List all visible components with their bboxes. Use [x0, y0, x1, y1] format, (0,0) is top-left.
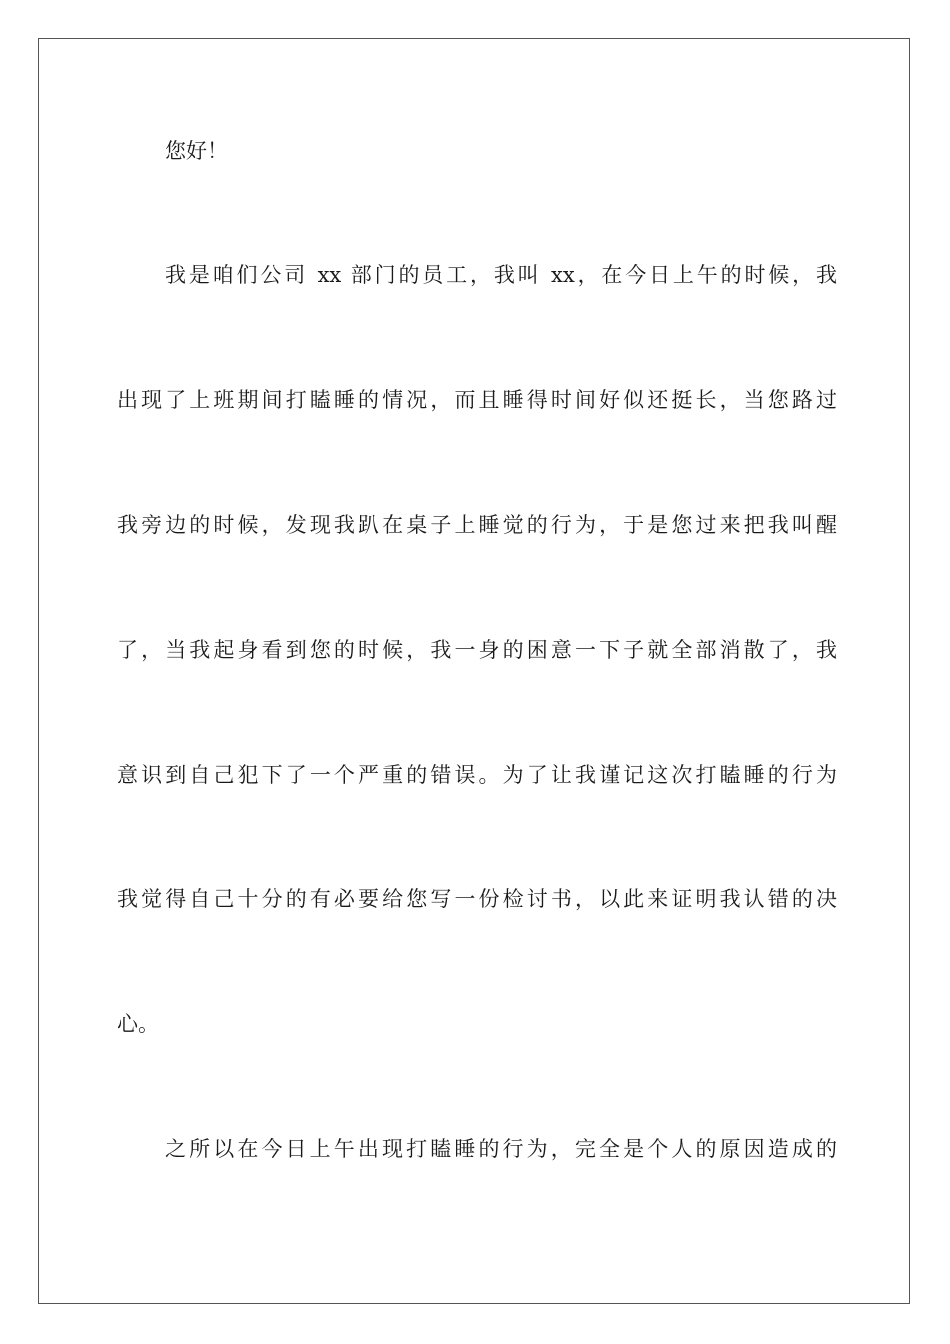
body-line-1: 我是咱们公司 xx 部门的员工，我叫 xx，在今日上午的时候，我	[165, 263, 837, 287]
greeting-line: 您好！	[165, 139, 228, 163]
body-line-6: 我觉得自己十分的有必要给您写一份检讨书，以此来证明我认错的决	[117, 887, 837, 911]
body-line-7: 心。	[117, 1012, 159, 1036]
body-line-2: 出现了上班期间打瞌睡的情况，而且睡得时间好似还挺长，当您路过	[117, 388, 837, 412]
body-line-5: 意识到自己犯下了一个严重的错误。为了让我谨记这次打瞌睡的行为	[117, 763, 837, 787]
body-line-4: 了，当我起身看到您的时候，我一身的困意一下子就全部消散了，我	[117, 638, 837, 662]
page-border	[38, 38, 910, 1304]
body-line-8: 之所以在今日上午出现打瞌睡的行为，完全是个人的原因造成的	[165, 1137, 837, 1161]
body-line-3: 我旁边的时候，发现我趴在桌子上睡觉的行为，于是您过来把我叫醒	[117, 513, 837, 537]
